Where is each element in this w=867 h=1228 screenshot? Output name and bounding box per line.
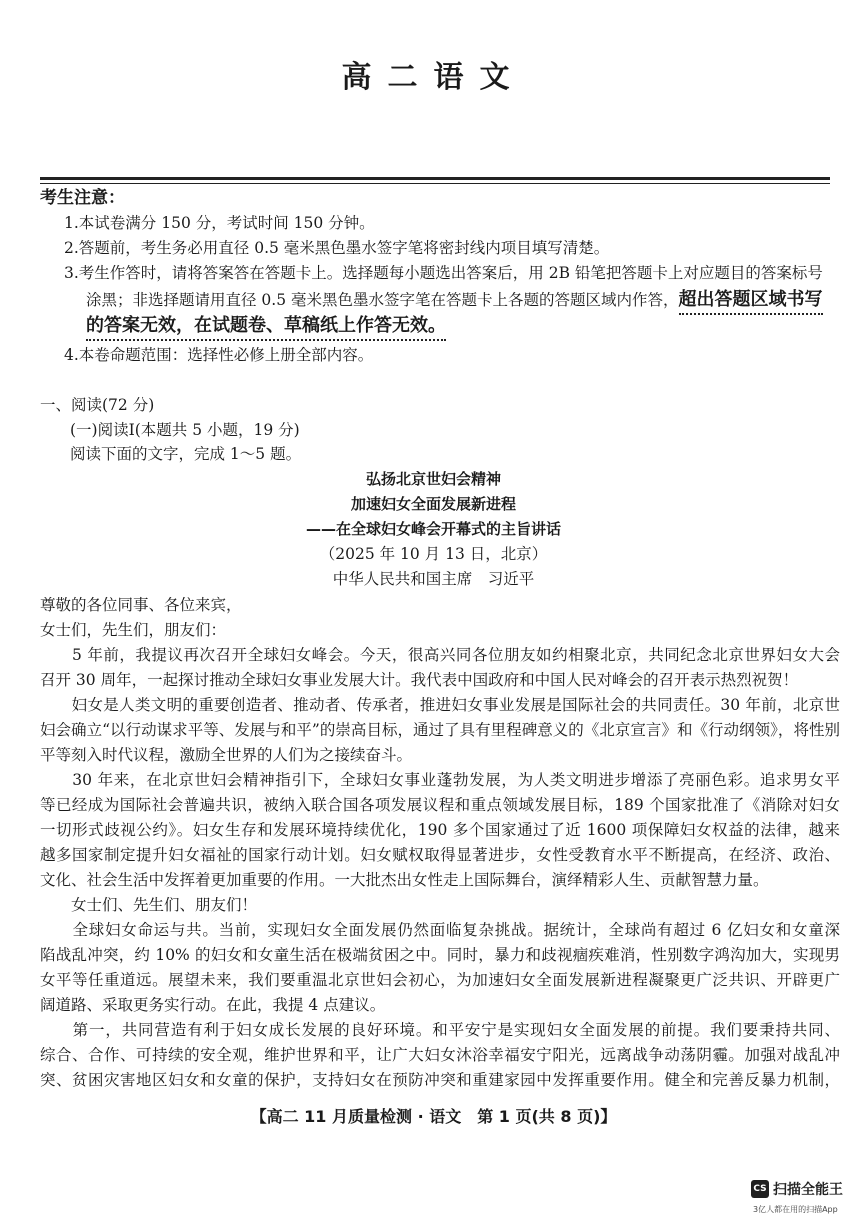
notice-emphasis-continued: 的答案无效，在试题卷、草稿纸上作答无效。 (86, 315, 446, 341)
section-heading: 一、阅读(72 分) (40, 396, 155, 414)
article-title-line-1: 弘扬北京世妇会精神 (365, 470, 501, 488)
page-title: 高二语文 (341, 60, 526, 95)
notice-item-4: 4.本卷命题范围：选择性必修上册全部内容。 (64, 346, 374, 364)
article-line: 平等刻入时代议程，激励全世界的人们为之接续奋斗。 (40, 746, 413, 764)
article-line: 女平等任重道远。展望未来，我们要重温北京世妇会初心，为加速妇女全面发展新进程凝聚更广泛共识、开辟更广 (40, 971, 840, 989)
article-line: 全球妇女命运与共。当前，实现妇女全面发展仍然面临复杂挑战。据统计，全球尚有超过 6 亿妇女和女童深 (40, 921, 840, 939)
notice-item-1: 1.本试卷满分 150 分，考试时间 150 分钟。 (64, 214, 375, 232)
article-line: 尊敬的各位同事、各位来宾， (40, 596, 242, 614)
article-line: 召开 30 周年，一起探讨推动全球妇女事业发展大计。我代表中国政府和中国人民对峰会的召开表示热烈祝贺！ (40, 671, 799, 689)
article-line: 综合、合作、可持续的安全观，维护世界和平，让广大妇女沐浴幸福安宁阳光，远离战争动荡阴霾。加强对战乱冲 (40, 1046, 840, 1064)
scanner-logo-icon: CS (751, 1180, 769, 1198)
notice-item-2: 2.答题前，考生务必用直径 0.5 毫米黑色墨水签字笔将密封线内项目填写清楚。 (64, 239, 610, 257)
header-rule-thin (40, 183, 830, 184)
article-line: 文化、社会生活中发挥着更加重要的作用。一大批杰出女性走上国际舞台，演绎精彩人生、贡献智慧力量。 (40, 871, 769, 889)
article-line: 陷战乱冲突，约 10% 的妇女和女童生活在极端贫困之中。同时，暴力和歧视痼疾难消，性别数字鸿沟加大，实现男 (40, 946, 840, 964)
scanner-watermark (751, 1178, 861, 1218)
scanner-app-name: 扫描全能王 (773, 1182, 843, 1198)
scanner-tagline: 3亿人都在用的扫描App (753, 1205, 838, 1214)
article-author: 中华人民共和国主席 习近平 (332, 570, 535, 588)
article-line: 阔道路、采取更务实行动。在此，我提 4 点建议。 (40, 996, 386, 1014)
header-rule-thick (40, 177, 830, 180)
notice-item-3-line-2 (86, 291, 823, 309)
notice-item-3-line-3 (86, 317, 446, 335)
article-line: 突、贫困灾害地区妇女和女童的保护，支持妇女在预防冲突和重建家园中发挥重要作用。健全和完善反暴力机制， (40, 1071, 840, 1089)
article-title-line-2: 加速妇女全面发展新进程 (350, 495, 516, 513)
article-line: 等已经成为国际社会普遍共识，被纳入联合国各项发展议程和重点领域发展目标，189 个国家批准了《消除对妇女 (40, 796, 840, 814)
section-subheading: (一)阅读Ⅰ(本题共 5 小题，19 分) (70, 421, 300, 439)
article-line: 妇女是人类文明的重要创造者、推动者、传承者，推进妇女事业发展是国际社会的共同责任。30 年前，北京世 (40, 696, 840, 714)
article-line: 30 年来，在北京世妇会精神指引下，全球妇女事业蓬勃发展，为人类文明进步增添了亮丽色彩。追求男女平 (40, 771, 840, 789)
notice-item-3-line-1: 3.考生作答时，请将答案答在答题卡上。选择题每小题选出答案后，用 2B 铅笔把答题卡上对应题目的答案标号 (64, 264, 823, 282)
article-line: 5 年前，我提议再次召开全球妇女峰会。今天，很高兴同各位朋友如约相聚北京，共同纪念北京世界妇女大会 (40, 646, 840, 664)
page-footer: 【高二 11 月质量检测 · 语文 第 1 页(共 8 页)】 (250, 1107, 617, 1126)
article-line: 越多国家制定提升妇女福祉的国家行动计划。妇女赋权取得显著进步，女性受教育水平不断提高，在经济、政治、 (40, 846, 840, 864)
article-date: （2025 年 10 月 13 日，北京） (319, 545, 548, 563)
notice-heading: 考生注意： (40, 188, 125, 208)
article-line: 妇会确立“以行动谋求平等、发展与和平”的崇高目标，通过了具有里程碑意义的《北京宣言》和《行动纲领》，将性别 (40, 721, 840, 739)
article-title-line-3: ——在全球妇女峰会开幕式的主旨讲话 (305, 520, 561, 538)
notice-emphasis: 超出答题区域书写 (679, 289, 823, 315)
article-line: 女士们，先生们，朋友们： (40, 621, 227, 639)
article-line: 第一，共同营造有利于妇女成长发展的良好环境。和平安宁是实现妇女全面发展的前提。我们要秉持共同、 (40, 1021, 840, 1039)
section-instruction: 阅读下面的文字，完成 1～5 题。 (70, 445, 302, 463)
notice-item-3-text: 涂黑；非选择题请用直径 0.5 毫米黑色墨水签字笔在答题卡上各题的答题区域内作答， (86, 291, 679, 309)
article-line: 女士们、先生们、朋友们！ (40, 896, 258, 914)
article-line: 一切形式歧视公约》。妇女生存和发展环境持续优化，190 多个国家通过了近 1600 项保障妇女权益的法律，越来 (40, 821, 840, 839)
